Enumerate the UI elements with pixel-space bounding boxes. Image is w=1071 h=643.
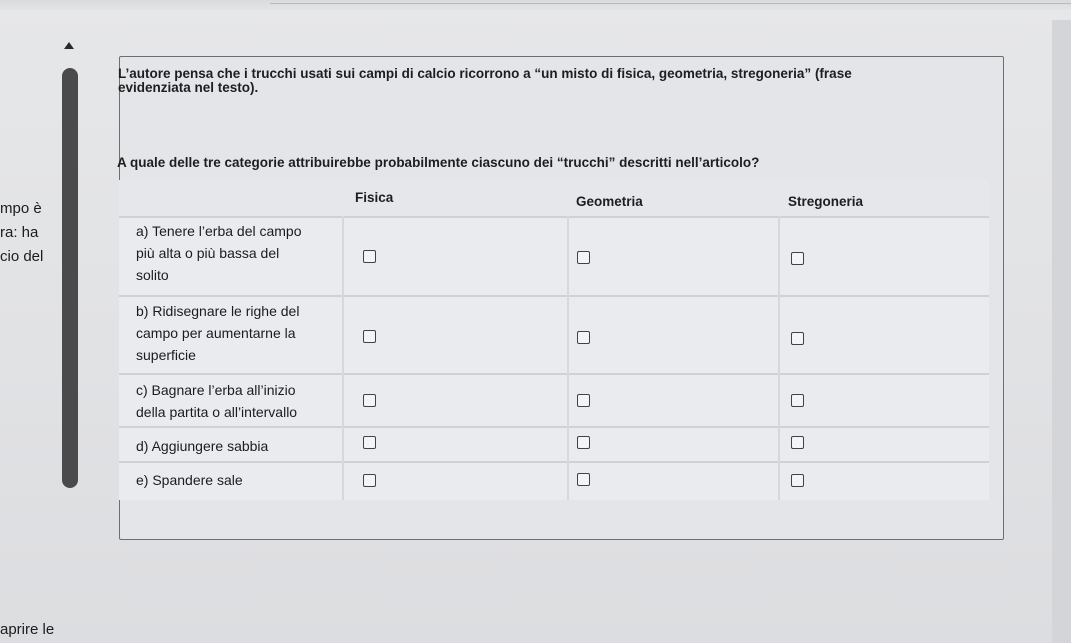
checkbox-c-fisica[interactable] bbox=[363, 394, 376, 407]
column-divider bbox=[567, 216, 569, 500]
vertical-scrollbar-thumb[interactable] bbox=[62, 68, 78, 488]
checkbox-b-stregoneria[interactable] bbox=[791, 332, 804, 345]
window-top-edge bbox=[0, 0, 1071, 10]
column-header-stregoneria: Stregoneria bbox=[788, 194, 864, 209]
row-divider bbox=[119, 461, 989, 463]
row-divider bbox=[119, 216, 989, 218]
side-text-fragment-1: mpo è bbox=[0, 200, 42, 217]
row-label-a: a) Tenere l’erba del campo più alta o più bassa del solito bbox=[136, 223, 302, 283]
checkbox-d-stregoneria[interactable] bbox=[791, 436, 804, 449]
window-top-border bbox=[270, 3, 1071, 4]
column-divider bbox=[342, 216, 344, 500]
checkbox-a-fisica[interactable] bbox=[363, 250, 376, 263]
checkbox-b-geometria[interactable] bbox=[577, 331, 590, 344]
column-divider bbox=[778, 216, 780, 500]
checkbox-e-fisica[interactable] bbox=[363, 474, 376, 487]
column-header-geometria: Geometria bbox=[576, 194, 643, 209]
row-label-c: c) Bagnare l’erba all’inizio della partita o all’intervallo bbox=[136, 382, 298, 420]
checkbox-a-stregoneria[interactable] bbox=[791, 252, 804, 265]
checkbox-c-stregoneria[interactable] bbox=[791, 394, 804, 407]
question-intro-line-2: evidenziata nel testo). bbox=[118, 80, 259, 95]
checkbox-c-geometria[interactable] bbox=[577, 394, 590, 407]
question-prompt: A quale delle tre categorie attribuirebbe probabilmente ciascuno dei “trucchi” descritti nell’articolo? bbox=[117, 155, 760, 170]
checkbox-a-geometria[interactable] bbox=[577, 251, 590, 264]
question-intro-line-1: L’autore pensa che i trucchi usati sui campi di calcio ricorrono a “un misto di fisica, geometria, stregoneria” (frase bbox=[118, 66, 852, 81]
right-window-edge bbox=[1052, 20, 1071, 643]
scroll-up-arrow-icon[interactable] bbox=[64, 42, 74, 49]
checkbox-d-fisica[interactable] bbox=[363, 436, 376, 449]
side-text-fragment-3: cio del bbox=[0, 248, 44, 265]
row-label-d: d) Aggiungere sabbia bbox=[136, 438, 269, 454]
table-row bbox=[119, 463, 989, 500]
row-label-e: e) Spandere sale bbox=[136, 472, 243, 488]
checkbox-e-stregoneria[interactable] bbox=[791, 474, 804, 487]
row-divider bbox=[119, 426, 989, 428]
column-header-fisica: Fisica bbox=[355, 190, 394, 205]
checkbox-d-geometria[interactable] bbox=[577, 436, 590, 449]
side-text-fragment-2: ra: ha bbox=[0, 224, 39, 241]
checkbox-e-geometria[interactable] bbox=[577, 473, 590, 486]
classification-table bbox=[119, 180, 999, 500]
row-divider bbox=[119, 295, 989, 297]
row-label-b: b) Ridisegnare le righe del campo per aumentarne la superficie bbox=[136, 303, 300, 363]
checkbox-b-fisica[interactable] bbox=[363, 330, 376, 343]
side-text-fragment-4: aprire le bbox=[0, 621, 55, 638]
row-divider bbox=[119, 373, 989, 375]
